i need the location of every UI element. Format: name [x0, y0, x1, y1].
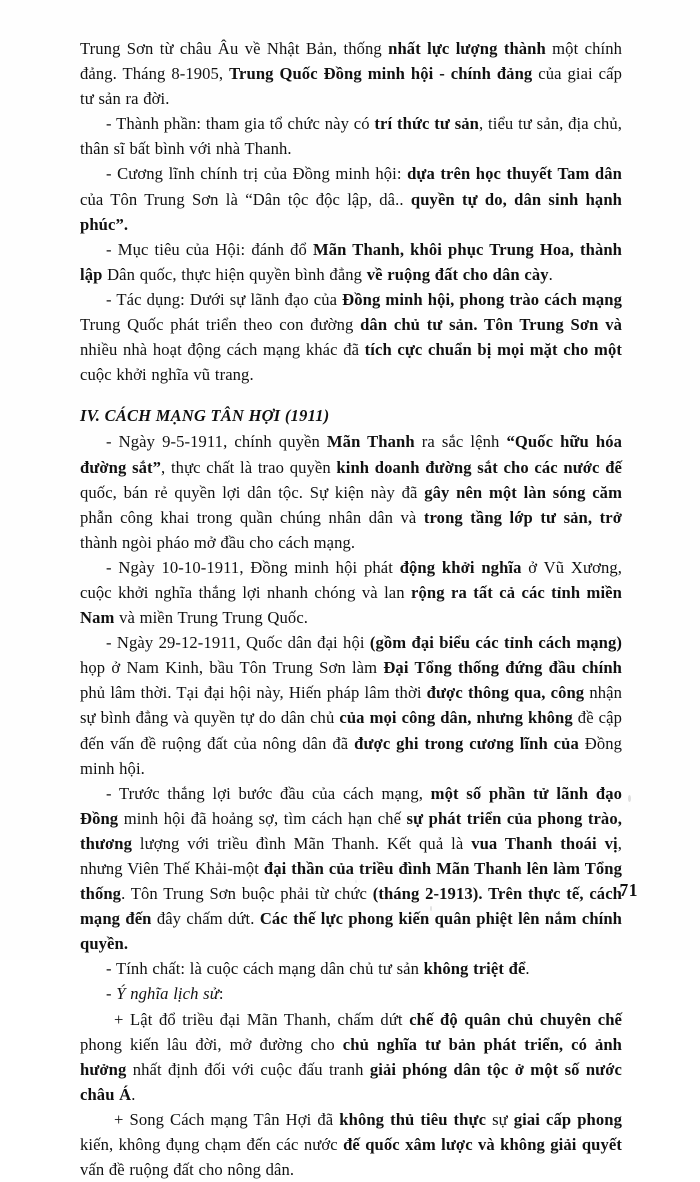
text-run: kiến, không đụng chạm đến các nước	[80, 1135, 344, 1155]
paragraph	[80, 111, 622, 161]
paragraph	[80, 36, 622, 111]
bold-run: (tháng 2-1913). Trên thực tế, cách mạng đến	[80, 884, 622, 929]
text-run: . Tôn Trung Sơn buộc phải từ chức	[121, 884, 373, 904]
text-run: .	[525, 959, 530, 979]
text-run: ra sắc lệnh	[421, 432, 507, 452]
bold-run: gây nên một làn sóng căm	[424, 482, 622, 502]
paragraph	[80, 1107, 622, 1182]
text-run: của Tôn Trung Sơn là “Dân tộc độc lập, dâ..	[80, 189, 411, 209]
bold-run: Mãn Thanh	[326, 432, 422, 452]
bold-run: giai cấp phong	[513, 1109, 623, 1129]
bold-run: đại thần của triều đình Mãn Thanh lên làm Tổng thống	[80, 859, 623, 904]
text-run: Dân quốc, thực hiện quyền bình đẳng	[107, 264, 367, 284]
bold-run: trí thức tư sản	[374, 114, 479, 134]
text-run: .	[548, 264, 553, 284]
bold-run: tích cực chuẩn bị mọi mặt cho một	[364, 340, 622, 360]
bold-run: kinh doanh đường sắt cho các nước đế	[336, 457, 622, 477]
text-run: và miền Trung Trung Quốc.	[119, 608, 309, 628]
paragraph	[80, 981, 622, 1006]
text-run: :	[218, 984, 224, 1004]
text-run: - Ngày 29-12-1911, Quốc dân đại hội	[106, 633, 370, 653]
text-run: ở Vũ Xương, cuộc khởi nghĩa thắng lợi nhanh chóng và lan	[80, 557, 622, 602]
paragraph	[80, 781, 622, 957]
text-run: .	[131, 1084, 136, 1104]
text-run: của giai cấp tư sản ra đời.	[80, 64, 622, 109]
text-run: đây chấm dứt.	[156, 909, 260, 929]
paragraph	[80, 287, 622, 387]
bold-run: của mọi công dân, nhưng không	[339, 708, 578, 728]
text-run: một chính đảng. Tháng 8-1905,	[80, 39, 622, 84]
bold-run: một số phần tử lãnh đạo Đồng	[80, 783, 622, 828]
text-run: đề cập đến vấn đề ruộng đất của nông dân đã	[80, 708, 622, 753]
bold-run: động khởi nghĩa	[399, 557, 529, 577]
bold-run: Trung Quốc Đồng minh hội - chính đảng	[229, 64, 539, 84]
bold-run: rộng ra tất cả các tỉnh miền Nam	[80, 582, 622, 628]
text-run: lượng với triều đình Mãn Thanh. Kết quả là	[139, 833, 472, 853]
page-number: 71	[619, 880, 638, 900]
text-run: - Ngày 9-5-1911, chính quyền	[106, 432, 327, 452]
text-run: phẫn công khai trong quần chúng nhân dân và	[80, 507, 424, 527]
page-body-text	[80, 36, 622, 1182]
text-run: -	[106, 984, 117, 1004]
text-run: - Trước thắng lợi bước đầu của cách mạng,	[106, 783, 431, 803]
italic-run: Ý nghĩa lịch sử	[116, 984, 219, 1004]
section-heading-cach-mang-tan-hoi: IV. CÁCH MẠNG TÂN HỢI (1911)	[80, 406, 330, 426]
paragraph	[80, 630, 622, 781]
text-run: , tiểu tư sản, địa chủ, thân sĩ bất bình với nhà Thanh.	[80, 114, 622, 159]
text-run: - Cương lĩnh chính trị của Đồng minh hội:	[106, 164, 408, 184]
paragraph-block-after-heading	[80, 429, 622, 1182]
text-run: họp ở Nam Kinh, bầu Tôn Trung Sơn làm	[80, 658, 384, 678]
bold-run: trong tầng lớp tư sản, trở	[423, 507, 622, 527]
text-run: Trung Sơn từ châu Âu về Nhật Bản, thống	[80, 39, 389, 58]
text-run: Đồng minh hội.	[80, 733, 623, 778]
text-run: - Tính chất: là cuộc cách mạng dân chủ tư sản	[106, 959, 424, 979]
bold-run: quyền tự do, dân sinh hạnh phúc”.	[80, 189, 622, 234]
bold-run: Đồng minh hội, phong trào cách mạng	[342, 289, 622, 309]
text-run: thành ngòi pháo mở đầu cho cách mạng.	[80, 532, 356, 552]
bold-run: dân chủ tư sản. Tôn Trung Sơn và	[360, 315, 622, 335]
text-run: sự	[492, 1109, 514, 1129]
bold-run: Các thế lực phong kiến quân phiệt lên nắm chính quyền.	[80, 909, 623, 954]
paragraph	[80, 956, 622, 981]
bold-run: giải phóng dân tộc ở một số nước châu Á	[80, 1059, 622, 1104]
heading-spacer-top	[80, 387, 622, 403]
text-run: nhất định đối với cuộc đấu tranh	[132, 1059, 370, 1079]
paragraph	[80, 1007, 622, 1107]
bold-run: sự phát triển của phong trào, thương	[80, 808, 622, 853]
bold-run: (gồm đại biểu các tỉnh cách mạng)	[369, 633, 622, 653]
text-run: , nhưng Viên Thế Khải-một	[80, 833, 622, 878]
scan-speck	[355, 880, 357, 883]
scan-speck	[430, 906, 432, 911]
bold-run: Mãn Thanh, khôi phục Trung Hoa, thành lập	[80, 239, 623, 284]
bold-run: đế quốc xâm lược và không giải quyết	[343, 1135, 622, 1155]
text-run: + Lật đổ triều đại Mãn Thanh, chấm dứt	[114, 1009, 410, 1029]
text-run: nhiều nhà hoạt động cách mạng khác đã	[80, 340, 365, 360]
text-run: - Tác dụng: Dưới sự lãnh đạo của	[106, 289, 343, 309]
bold-run: về ruộng đất cho dân cày	[366, 264, 549, 284]
bold-run: chủ nghĩa tư bản phát triển, có ảnh hưởng	[80, 1034, 622, 1079]
bold-run: không thủ tiêu thực	[339, 1109, 493, 1129]
bold-run: dựa trên học thuyết Tam dân	[407, 164, 622, 184]
bold-run: được thông qua, công	[426, 683, 590, 703]
text-run: quốc, bán rẻ quyền lợi dân tộc. Sự kiện này đã	[80, 482, 425, 502]
text-run: , thực chất là trao quyền	[161, 457, 337, 477]
paragraph	[80, 555, 622, 630]
bold-run: “Quốc hữu hóa đường sắt”	[80, 432, 622, 477]
bold-run: không triệt để	[423, 959, 526, 979]
bold-run: vua Thanh thoái vị	[471, 833, 618, 853]
bold-run: nhất lực lượng thành	[388, 39, 553, 58]
paragraph	[80, 161, 622, 236]
text-run: nhận sự bình đẳng và quyền tự do dân chủ	[80, 683, 622, 728]
text-run: cuộc khởi nghĩa vũ trang.	[80, 365, 254, 385]
scan-speck	[500, 923, 502, 927]
paragraph-block-before-heading	[80, 36, 622, 387]
paragraph	[80, 237, 622, 287]
text-run: - Ngày 10-10-1911, Đồng minh hội phát	[106, 557, 400, 577]
text-run: minh hội đã hoảng sợ, tìm cách hạn chế	[123, 808, 407, 828]
text-run: phủ lâm thời. Tại đại hội này, Hiến pháp lâm thời	[80, 683, 427, 703]
text-run: Trung Quốc phát triển theo con đường	[80, 315, 361, 335]
text-run: - Mục tiêu của Hội: đánh đổ	[106, 239, 313, 259]
paragraph	[80, 429, 622, 554]
text-run: - Thành phần: tham gia tổ chức này có	[106, 114, 375, 134]
text-run: + Song Cách mạng Tân Hợi đã	[114, 1109, 340, 1129]
bold-run: chế độ quân chủ chuyên chế	[409, 1009, 622, 1029]
text-run: phong kiến lâu đời, mở đường cho	[80, 1034, 343, 1054]
bold-run: được ghi trong cương lĩnh của	[354, 733, 585, 753]
text-run: vấn đề ruộng đất cho nông dân.	[80, 1160, 295, 1180]
bold-run: Đại Tổng thống đứng đầu chính	[383, 658, 623, 678]
scan-speck	[628, 795, 631, 802]
